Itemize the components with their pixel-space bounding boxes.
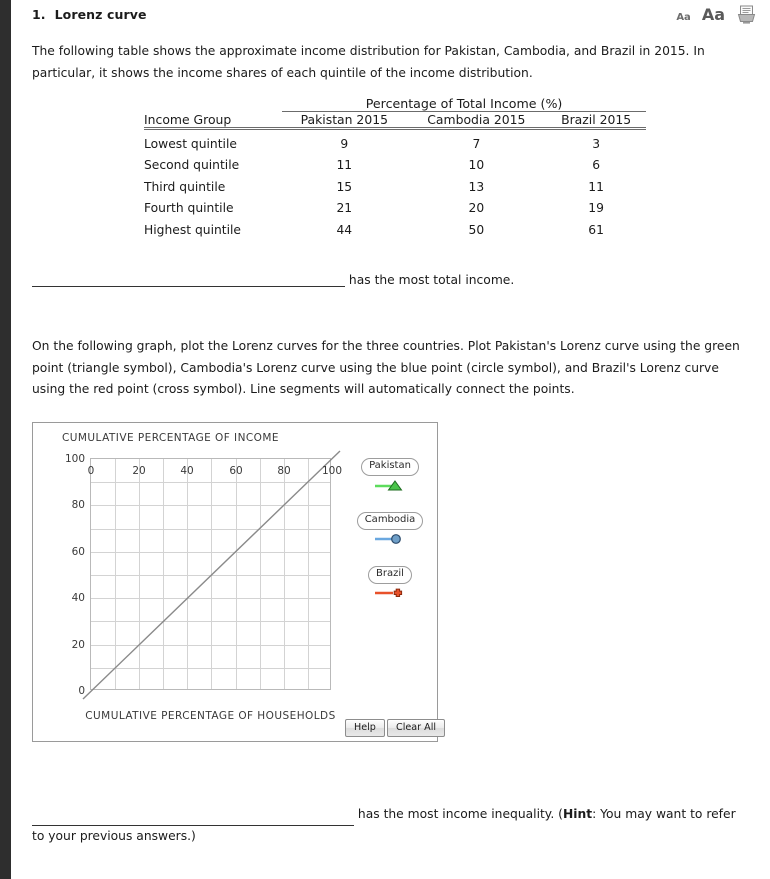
cell-cambodia-lowest: 7 <box>472 136 481 151</box>
y-tick-label: 60 <box>71 546 85 558</box>
chart-y-axis-title: CUMULATIVE PERCENTAGE OF INCOME <box>62 432 279 444</box>
row-label-lowest-quintile: Lowest quintile <box>144 136 237 151</box>
cell-brazil-highest: 61 <box>588 222 604 237</box>
table-row <box>144 129 646 155</box>
circle-icon <box>372 533 408 545</box>
y-tick-label: 40 <box>71 592 85 604</box>
row-label-highest-quintile: Highest quintile <box>144 222 241 237</box>
cell-brazil-third: 11 <box>588 179 604 194</box>
x-tick-label: 20 <box>132 465 146 477</box>
question-title-text: Lorenz curve <box>54 7 147 22</box>
clear-all-button[interactable]: Clear All <box>387 719 445 737</box>
triangle-icon <box>372 479 408 491</box>
legend-symbol-brazil <box>345 587 435 599</box>
lorenz-curve-graph-widget[interactable] <box>32 422 438 742</box>
line-of-equality <box>91 459 332 691</box>
chart-plot-area[interactable] <box>64 453 343 697</box>
chart-x-axis-title: CUMULATIVE PERCENTAGE OF HOUSEHOLDS <box>85 710 336 722</box>
y-tick-label: 100 <box>64 453 85 465</box>
row-label-fourth-quintile: Fourth quintile <box>144 201 234 216</box>
x-tick-label: 0 <box>87 465 95 477</box>
cross-icon <box>372 587 408 599</box>
answer-statement-total-income <box>32 271 514 287</box>
cell-cambodia-fourth: 20 <box>468 201 485 216</box>
span-header-blank <box>144 96 282 112</box>
answer-blank-income-inequality[interactable] <box>32 810 354 826</box>
table-row <box>144 176 646 198</box>
row-label-third-quintile: Third quintile <box>144 179 226 194</box>
question-number: 1. <box>32 7 46 22</box>
header-toolbar <box>676 3 757 24</box>
column-header-income-group: Income Group <box>144 112 282 129</box>
page-title <box>32 7 147 22</box>
legend-item-cambodia[interactable] <box>345 507 435 545</box>
graph-instruction-paragraph: On the following graph, plot the Lorenz curves for the three countries. Plot Pakistan's Lorenz curve using the green point (triangle symbol), Cambodia's Lorenz curve using the blue point (circle symbol), and Brazil's Lorenz curve using the red point (cross symbol). Line segments will automatically connect the points. <box>32 339 740 397</box>
cell-pakistan-highest: 44 <box>336 222 353 237</box>
table-row <box>144 155 646 177</box>
legend-symbol-cambodia <box>345 533 435 545</box>
table-row <box>144 198 646 220</box>
x-tick-label: 100 <box>321 465 343 477</box>
column-header-cambodia-2015: Cambodia 2015 <box>406 112 546 129</box>
y-tick-label: 0 <box>78 685 85 697</box>
income-distribution-table <box>144 96 646 241</box>
cell-cambodia-second: 10 <box>468 158 485 173</box>
hint-label: Hint <box>562 807 593 821</box>
cell-cambodia-third: 13 <box>468 179 485 194</box>
cell-pakistan-second: 11 <box>336 158 353 173</box>
help-button[interactable]: Help <box>345 719 385 737</box>
answer-suffix-after-hint: : You may want to refer to your previous answers.) <box>32 807 736 843</box>
span-header-percentage-of-total-income: Percentage of Total Income (%) <box>282 96 646 112</box>
cell-cambodia-highest: 50 <box>468 222 485 237</box>
cell-brazil-second: 6 <box>592 158 601 173</box>
cell-pakistan-lowest: 9 <box>340 136 349 151</box>
legend-label-brazil[interactable]: Brazil <box>368 566 412 584</box>
row-label-second-quintile: Second quintile <box>144 158 240 173</box>
printer-icon[interactable] <box>736 4 757 25</box>
cell-pakistan-third: 15 <box>336 179 353 194</box>
legend-item-pakistan[interactable] <box>345 453 435 491</box>
cell-brazil-fourth: 19 <box>588 201 604 216</box>
answer-statement-income-inequality <box>32 804 747 847</box>
answer-suffix-total-income: has the most total income. <box>348 273 515 287</box>
x-tick-label: 60 <box>229 465 243 477</box>
left-rail <box>0 0 11 879</box>
legend-label-cambodia[interactable]: Cambodia <box>357 512 424 530</box>
column-header-brazil-2015: Brazil 2015 <box>546 112 646 129</box>
page-content <box>11 0 770 879</box>
decrease-text-size-button[interactable]: Aa <box>676 11 691 23</box>
y-tick-label: 20 <box>71 639 85 651</box>
x-tick-label: 40 <box>180 465 194 477</box>
cell-brazil-lowest: 3 <box>592 136 601 151</box>
answer-blank-total-income[interactable] <box>32 271 345 287</box>
question-header <box>11 0 770 31</box>
y-tick-label: 80 <box>71 499 85 511</box>
answer-suffix-before-hint: has the most income inequality. ( <box>357 807 563 821</box>
intro-paragraph: The following table shows the approximate income distribution for Pakistan, Cambodia, and Brazil in 2015. In particular, it shows the income shares of each quintile of the income distribution. <box>32 44 705 80</box>
table-column-header-row <box>144 112 646 129</box>
increase-text-size-button[interactable]: Aa <box>701 4 725 24</box>
legend-label-pakistan[interactable]: Pakistan <box>361 458 419 476</box>
table-span-header-row <box>144 96 646 112</box>
x-tick-label: 80 <box>277 465 291 477</box>
cell-pakistan-fourth: 21 <box>336 201 353 216</box>
table-row <box>144 219 646 241</box>
column-header-pakistan-2015: Pakistan 2015 <box>282 112 406 129</box>
legend-item-brazil[interactable] <box>345 561 435 599</box>
legend-symbol-pakistan <box>345 479 435 491</box>
